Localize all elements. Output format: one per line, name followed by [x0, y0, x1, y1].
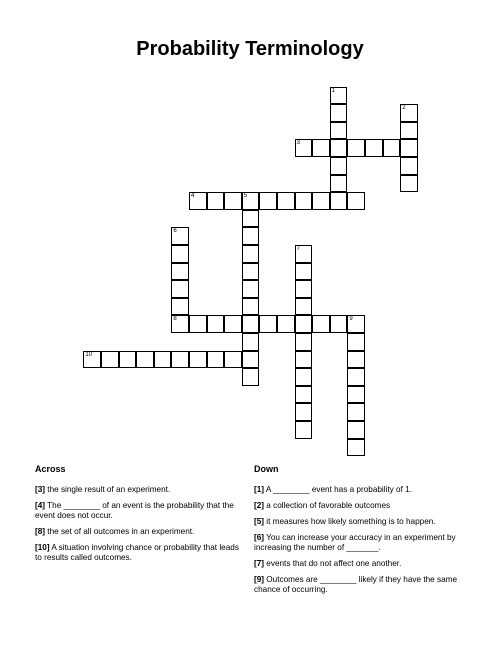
grid-cell-number: 7 — [296, 246, 300, 252]
grid-cell[interactable] — [295, 315, 313, 333]
grid-cell[interactable] — [136, 351, 154, 369]
grid-cell[interactable] — [154, 351, 172, 369]
grid-cell[interactable] — [207, 192, 225, 210]
grid-cell[interactable] — [295, 386, 313, 404]
grid-cell[interactable] — [330, 104, 348, 122]
grid-cell[interactable] — [347, 351, 365, 369]
grid-cell[interactable] — [330, 87, 348, 105]
down-clues — [254, 464, 470, 601]
clue-down-6: [6] You can increase your accuracy in an experiment by increasing the number of _______. — [254, 533, 456, 552]
grid-cell[interactable] — [242, 351, 260, 369]
grid-cell-number: 9 — [349, 316, 353, 323]
grid-cell-number: 3 — [296, 140, 300, 147]
grid-cell[interactable] — [347, 403, 365, 421]
down-heading: Down — [254, 464, 279, 474]
grid-cell[interactable] — [347, 192, 365, 210]
clue-down-9: [9] Outcomes are ________ likely if they have the same chance of occurring. — [254, 575, 457, 594]
grid-cell[interactable] — [101, 351, 119, 369]
grid-cell[interactable] — [242, 245, 260, 263]
grid-cell[interactable] — [295, 368, 313, 386]
clue-down-1: [1] A ________ event has a probability of 1. — [254, 485, 412, 494]
clue-down-5: [5] it measures how likely something is to happen. — [254, 517, 436, 526]
grid-cell[interactable] — [330, 175, 348, 193]
clue-across-10: [10] A situation involving chance or probability that leads to results called outcomes. — [35, 543, 239, 562]
clue-down-7: [7] events that do not affect one another. — [254, 559, 402, 568]
grid-cell[interactable] — [171, 351, 189, 369]
grid-cell[interactable] — [171, 245, 189, 263]
grid-cell-number: 5 — [243, 193, 248, 200]
grid-cell[interactable] — [400, 104, 418, 122]
page-title: Probability Terminology — [136, 38, 364, 60]
grid-cell[interactable] — [347, 368, 365, 386]
grid-cell[interactable] — [295, 263, 313, 281]
grid-cell[interactable] — [259, 192, 277, 210]
grid-cell[interactable] — [207, 351, 225, 369]
grid-cell[interactable] — [207, 315, 225, 333]
grid-cell[interactable] — [330, 192, 348, 210]
clue-down-2: [2] a collection of favorable outcomes — [254, 501, 391, 510]
grid-cell[interactable] — [330, 139, 348, 157]
grid-cell-number: 1 — [331, 87, 336, 94]
grid-cell[interactable] — [277, 315, 295, 333]
grid-cell[interactable] — [224, 351, 242, 369]
grid-cell[interactable] — [295, 245, 313, 263]
clue-across-3: [3] the single result of an experiment. — [35, 485, 171, 494]
grid-cell[interactable] — [119, 351, 137, 369]
grid-cell[interactable] — [330, 157, 348, 175]
grid-cell-number: 10 — [85, 351, 93, 358]
grid-cell[interactable] — [295, 139, 313, 157]
grid-cell-number: 8 — [173, 316, 177, 323]
grid-cell[interactable] — [295, 403, 313, 421]
grid-cell[interactable] — [171, 280, 189, 298]
grid-cell[interactable] — [259, 315, 277, 333]
grid-cell[interactable] — [242, 263, 260, 281]
grid-cell[interactable] — [295, 333, 313, 351]
grid-cell[interactable] — [242, 210, 260, 228]
grid-cell[interactable] — [330, 315, 348, 333]
grid-cell[interactable] — [347, 386, 365, 404]
grid-cell[interactable] — [347, 315, 365, 333]
grid-cell[interactable] — [312, 192, 330, 210]
grid-cell[interactable] — [400, 157, 418, 175]
grid-cell[interactable] — [171, 263, 189, 281]
grid-cell[interactable] — [295, 351, 313, 369]
grid-cell[interactable] — [312, 315, 330, 333]
clue-across-8: [8] the set of all outcomes in an experiment. — [35, 527, 195, 536]
grid-cell[interactable] — [347, 333, 365, 351]
grid-cell[interactable] — [224, 315, 242, 333]
grid-cell[interactable] — [295, 421, 313, 439]
grid-cell[interactable] — [242, 280, 260, 298]
grid-cell[interactable] — [189, 315, 207, 333]
clue-across-4: [4] The ________ of an event is the probability that the event does not occur. — [35, 501, 234, 520]
grid-cell[interactable] — [400, 139, 418, 157]
grid-cell[interactable] — [242, 368, 260, 386]
grid-cell[interactable] — [295, 298, 313, 316]
grid-cell[interactable] — [242, 192, 260, 210]
grid-cell[interactable] — [189, 192, 207, 210]
across-clues — [35, 464, 245, 569]
grid-cell[interactable] — [295, 280, 313, 298]
grid-cell[interactable] — [383, 139, 401, 157]
grid-cell[interactable] — [347, 139, 365, 157]
grid-cell[interactable] — [277, 192, 295, 210]
grid-cell[interactable] — [347, 439, 365, 457]
grid-cell[interactable] — [295, 192, 313, 210]
grid-cell[interactable] — [242, 333, 260, 351]
grid-cell[interactable] — [330, 122, 348, 140]
grid-cell[interactable] — [171, 298, 189, 316]
grid-cell[interactable] — [347, 421, 365, 439]
grid-cell[interactable] — [365, 139, 383, 157]
grid-cell-number: 6 — [173, 228, 177, 235]
grid-cell[interactable] — [400, 122, 418, 140]
grid-cell-number: 2 — [402, 105, 406, 112]
grid-cell[interactable] — [171, 315, 189, 333]
grid-cell[interactable] — [242, 298, 260, 316]
grid-cell[interactable] — [242, 227, 260, 245]
grid-cell-number: 4 — [191, 193, 195, 200]
across-heading: Across — [35, 464, 66, 474]
grid-cell[interactable] — [189, 351, 207, 369]
grid-cell[interactable] — [242, 315, 260, 333]
grid-cell[interactable] — [400, 175, 418, 193]
grid-cell[interactable] — [83, 351, 101, 369]
grid-cell[interactable] — [312, 139, 330, 157]
grid-cell[interactable] — [224, 192, 242, 210]
grid-cell[interactable] — [171, 227, 189, 245]
